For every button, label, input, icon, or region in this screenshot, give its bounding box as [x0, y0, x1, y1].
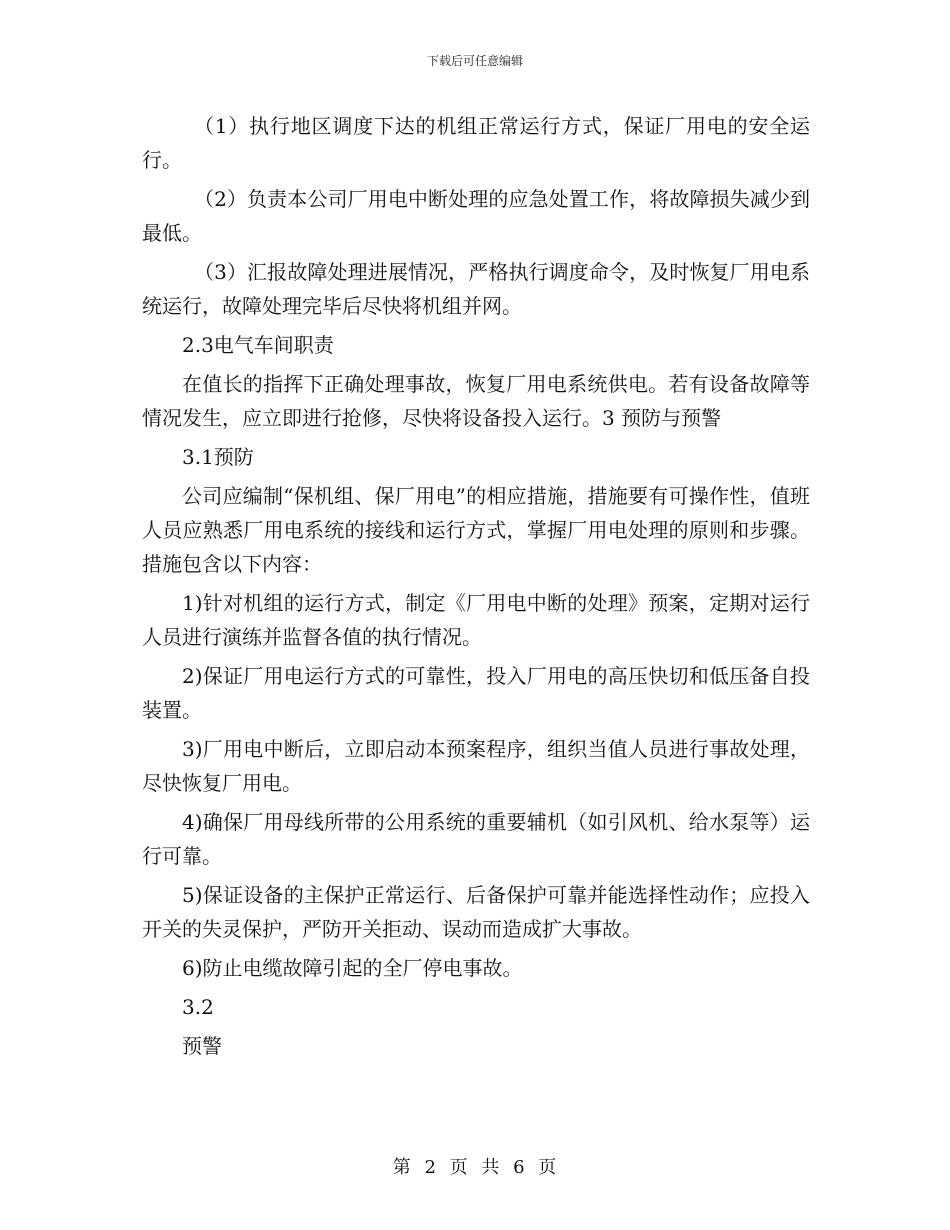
page-header-note: 下载后可任意编辑	[426, 54, 523, 68]
measure-item-4: 4)确保厂用母线所带的公用系统的重要辅机（如引风机、给水泵等）运行可靠。	[142, 810, 810, 868]
responsibility-item-1: （1）执行地区调度下达的机组正常运行方式，保证厂用电的安全运行。	[142, 114, 810, 172]
measure-item-2: 2)保证厂用电运行方式的可靠性，投入厂用电的高压快切和低压备自投装置。	[142, 664, 810, 722]
measure-item-3: 3)厂用电中断后，立即启动本预案程序，组织当值人员进行事故处理，尽快恢复厂用电。	[142, 737, 810, 795]
measure-item-6: 6)防止电缆故障引起的全厂停电事故。	[182, 956, 523, 980]
responsibility-item-3: （3）汇报故障处理进展情况，严格执行调度命令，及时恢复厂用电系统运行，故障处理完毕后尽快将机组并网。	[142, 260, 810, 318]
section-2-3-heading: 2.3电气车间职责	[182, 333, 334, 357]
responsibility-item-2: （2）负责本公司厂用电中断处理的应急处置工作，将故障损失减少到最低。	[142, 187, 810, 245]
measure-item-1: 1)针对机组的运行方式，制定《厂用电中断的处理》预案，定期对运行人员进行演练并监督各值的执行情况。	[142, 591, 810, 649]
measure-item-5: 5)保证设备的主保护正常运行、后备保护可靠并能选择性动作；应投入开关的失灵保护，严防开关拒动、误动而造成扩大事故。	[142, 883, 810, 941]
section-2-3-paragraph: 在值长的指挥下正确处理事故，恢复厂用电系统供电。若有设备故障等情况发生，应立即进行抢修，尽快将设备投入运行。3 预防与预警	[142, 372, 810, 430]
page-number-footer: 第 2 页 共 6 页	[392, 1157, 558, 1178]
document-body	[142, 109, 810, 1068]
section-3-1-intro: 公司应编制“保机组、保厂用电”的相应措施，措施要有可操作性，值班人员应熟悉厂用电系统的接线和运行方式，掌握厂用电处理的原则和步骤。措施包含以下内容：	[142, 484, 810, 576]
section-3-1-heading: 3.1预防	[182, 445, 254, 469]
section-3-2-number: 3.2	[182, 995, 214, 1019]
section-3-2-heading: 预警	[182, 1034, 222, 1058]
